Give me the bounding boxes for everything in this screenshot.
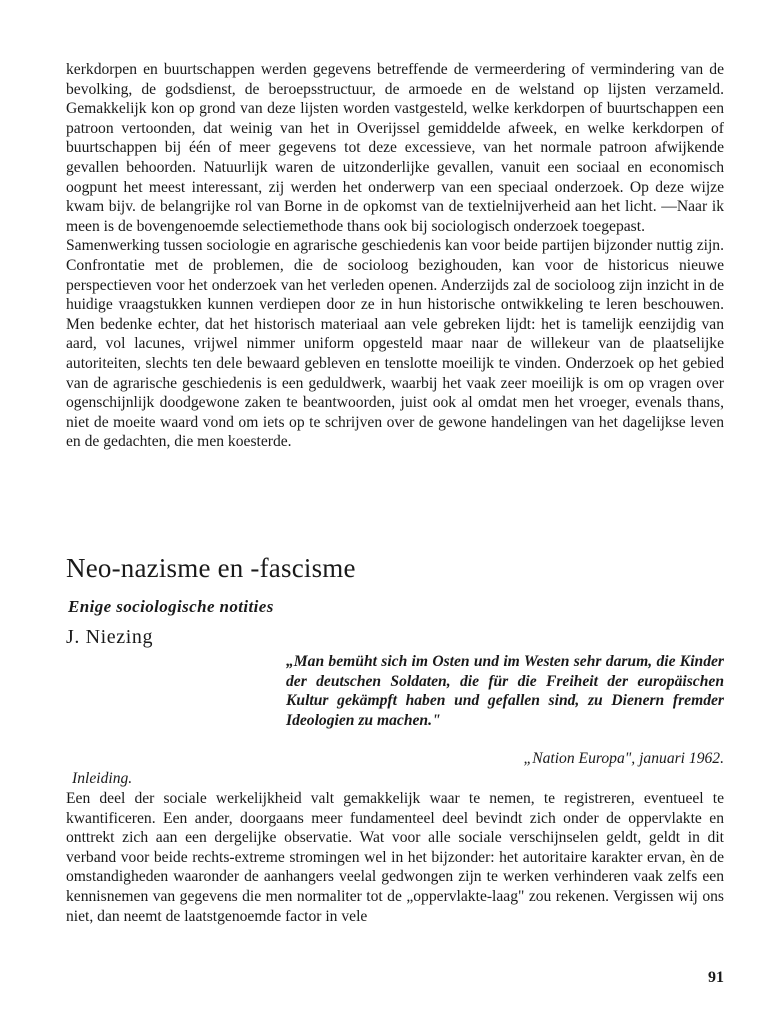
section-heading: Inleiding. [72, 770, 133, 787]
paragraph: Een deel der sociale werkelijkheid valt gemakkelijk waar te nemen, te registreren, eventueel te kwantificeren. Een ander, doorgaans meer fundamenteel deel bevindt zich onder de oppervlakte en onttrekt zich aan een dergelijke observatie. Wat voor alle sociale verschijnselen geldt, geldt in dit verband voor beide rechts-extreme stromingen wel in het bijzonder: het autoritaire karakter ervan, èn de omstandigheden waaronder de aanhangers veelal gedwongen zijn te werken verhinderen vaak zelfs een kennisnemen van gegevens die men normaliter tot de „oppervlakte-laag" zou rekenen. Vergissen wij ons niet, dan neemt de laatstgenoemde factor in vele [66, 790, 724, 925]
page-number: 91 [708, 969, 724, 986]
article-author: J. Niezing [66, 626, 154, 648]
article-title: Neo-nazisme en -fascisme [66, 553, 356, 583]
paragraph: kerkdorpen en buurtschappen werden gegevens betreffende de vermeerdering of vermindering van de bevolking, de godsdienst, de beroepsstructuur, de armoede en de welstand op lijsten verzameld. Gemakkelijk kon op grond van deze lijsten worden vastgesteld, welke kerkdorpen of buurtschappen een patroon vertoonden, dat weinig van het in Overijssel gemiddelde afweek, en welke kerkdorpen of buurtschappen bij één of meer gegevens tot deze excessieve, van het normale patroon afwijkende gevallen behoorden. Natuurlijk waren de uitzonderlijke gevallen, vanuit een sociaal en economisch oogpunt het meest interessant, zij werden het onderwerp van een speciaal onderzoek. Op deze wijze kwam bijv. de belangrijke rol van Borne in de opkomst van de textielnijverheid aan het licht. —Naar ik meen is de bovengenoemde selectiemethode thans ook bij sociologisch onderzoek toegepast. [66, 61, 724, 235]
continued-text [66, 60, 724, 452]
epigraph-source: „Nation Europa", januari 1962. [523, 750, 724, 767]
article-subtitle: Enige sociologische notities [68, 597, 274, 616]
paragraph: Samenwerking tussen sociologie en agrarische geschiedenis kan voor beide partijen bijzonder nuttig zijn. Confrontatie met de problemen, die de socioloog bezighouden, kan voor de historicus nieuwe perspectieven voor het onderzoek van het verleden openen. Anderzijds zal de socioloog zijn inzicht in de huidige vraagstukken kunnen verdiepen door ze in hun historische ontwikkeling te leren beschouwen. Men bedenke echter, dat het historisch materiaal aan vele gebreken lijdt: het is tamelijk eenzijdig van aard, vol lacunes, vrijwel nimmer uniform opgesteld maar naar de willekeur van de plaatselijke autoriteiten, slechts ten dele bewaard gebleven en tenslotte moeilijk te vinden. Onderzoek op het gebied van de agrarische geschiedenis is een geduldwerk, waarbij het vaak zeer moeilijk is om op vragen over ogenschijnlijk doodgewone zaken te beantwoorden, juist ook al omdat men het vroeger, evenals thans, niet de moeite waard vond om iets op te schrijven over de gewone handelingen van het dagelijkse leven en de gedachten, die men koesterde. [66, 237, 724, 451]
epigraph-quote: „Man bemüht sich im Osten und im Westen sehr darum, die Kinder der deutschen Soldaten, die für die Freiheit der europäischen Kultur gekämpft haben und gefallen sind, zu Dienern fremder Ideologien zu machen." [286, 653, 724, 729]
article-body [66, 789, 724, 926]
